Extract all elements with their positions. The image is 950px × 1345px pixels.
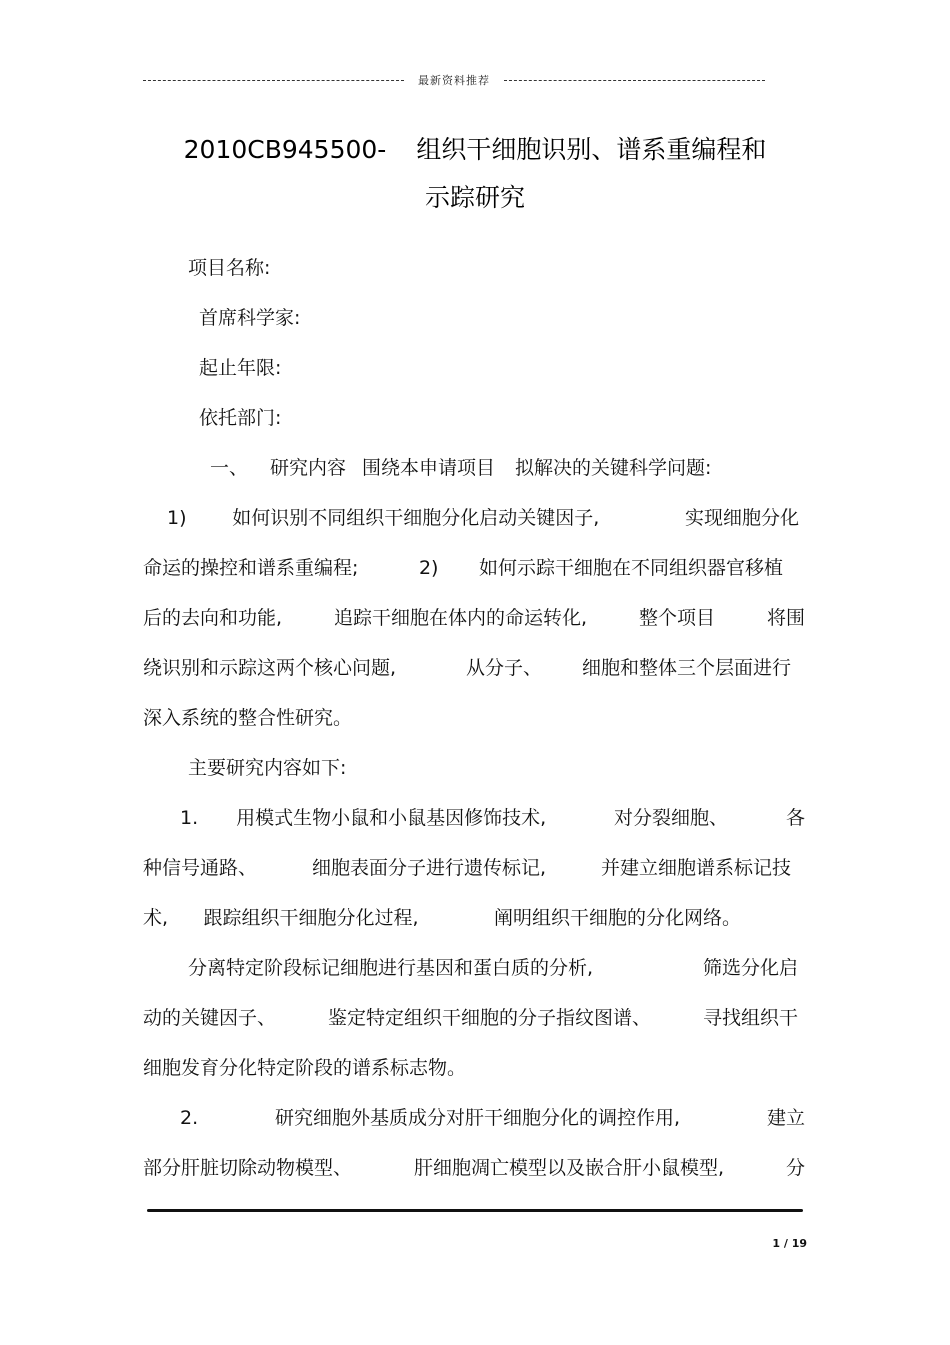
paragraph-line <box>143 1156 805 1180</box>
item-number: 2. <box>180 1107 199 1129</box>
document-title <box>0 126 950 222</box>
text-span: 对分裂细胞、 <box>614 807 729 829</box>
footer-rule <box>147 1209 803 1212</box>
text-span: 将围 <box>766 607 805 629</box>
section1-heading <box>210 456 711 480</box>
page-header <box>143 72 765 88</box>
text-span: 阐明组织干细胞的分化网络。 <box>493 907 741 929</box>
text-span: 从分子、 <box>466 657 543 679</box>
main-content-heading: 主要研究内容如下: <box>188 757 347 779</box>
text-span: 1) <box>167 507 187 529</box>
text-span: 动的关键因子、 <box>143 1007 277 1029</box>
paragraph-line <box>143 606 805 630</box>
paragraph-line: 深入系统的整合性研究。 <box>143 707 353 729</box>
text-span: 鉴定特定组织干细胞的分子指纹图谱、 <box>327 1007 651 1029</box>
section1-number: 一、 <box>210 457 249 479</box>
paragraph-line: 细胞发育分化特定阶段的谱系标志物。 <box>143 1057 467 1079</box>
field-project-name: 项目名称: <box>188 257 271 279</box>
paragraph-line <box>188 956 798 980</box>
paragraph-line <box>180 1106 805 1130</box>
header-text: 最新资料推荐 <box>418 74 490 87</box>
item-number: 1. <box>180 807 199 829</box>
paragraph-line <box>143 656 791 680</box>
text-span: 研究细胞外基质成分对肝干细胞分化的调控作用, <box>275 1107 681 1129</box>
paragraph-line <box>180 806 805 830</box>
text-span: 分 <box>785 1157 805 1179</box>
text-span: 种信号通路、 <box>143 857 258 879</box>
header-dash-left <box>143 80 404 81</box>
text-span: 部分肝脏切除动物模型、 <box>143 1157 353 1179</box>
paragraph-line <box>167 506 799 530</box>
paragraph-line <box>143 556 783 580</box>
text-span: 命运的操控和谱系重编程; <box>143 557 359 579</box>
text-span: 追踪干细胞在体内的命运转化, <box>334 607 588 629</box>
field-department: 依托部门: <box>199 407 282 429</box>
text-span: 建立 <box>766 1107 805 1129</box>
text-span: 细胞表面分子进行遗传标记, <box>311 857 547 879</box>
page-number: 1 / 19 <box>772 1237 807 1250</box>
section1-topic: 围绕本申请项目 <box>362 457 496 479</box>
text-span: 实现细胞分化 <box>684 507 799 529</box>
text-span: 绕识别和示踪这两个核心问题, <box>143 657 397 679</box>
text-span: 分离特定阶段标记细胞进行基因和蛋白质的分析, <box>188 957 594 979</box>
section1-label: 研究内容 <box>270 457 347 479</box>
paragraph-line <box>143 1006 798 1030</box>
text-span: 如何示踪干细胞在不同组织器官移植 <box>478 557 783 579</box>
text-span: 整个项目 <box>639 607 716 629</box>
text-span: 寻找组织干 <box>702 1007 798 1029</box>
text-span: 后的去向和功能, <box>143 607 283 629</box>
title-text-1: 组织干细胞识别、谱系重编程和 <box>416 135 767 164</box>
text-span: 肝细胞凋亡模型以及嵌合肝小鼠模型, <box>413 1157 725 1179</box>
text-span: 用模式生物小鼠和小鼠基因修饰技术, <box>236 807 547 829</box>
text-span: 如何识别不同组织干细胞分化启动关键因子, <box>232 507 600 529</box>
title-line-1 <box>0 126 950 174</box>
field-period: 起止年限: <box>199 357 282 379</box>
paragraph-line <box>143 906 741 930</box>
title-code: 2010CB945500- <box>183 135 387 164</box>
section1-question: 拟解决的关键科学问题: <box>515 457 712 479</box>
text-span: 2) <box>418 557 439 579</box>
header-dash-right <box>504 80 765 81</box>
text-span: 筛选分化启 <box>702 957 798 979</box>
text-span: 并建立细胞谱系标记技 <box>600 857 791 879</box>
text-span: 各 <box>785 807 805 829</box>
text-span: 跟踪组织干细胞分化过程, <box>203 907 419 929</box>
paragraph-line <box>143 856 791 880</box>
text-span: 细胞和整体三个层面进行 <box>581 657 791 679</box>
field-chief-scientist: 首席科学家: <box>199 307 301 329</box>
text-span: 术, <box>143 907 169 929</box>
title-line-2: 示踪研究 <box>424 183 525 212</box>
